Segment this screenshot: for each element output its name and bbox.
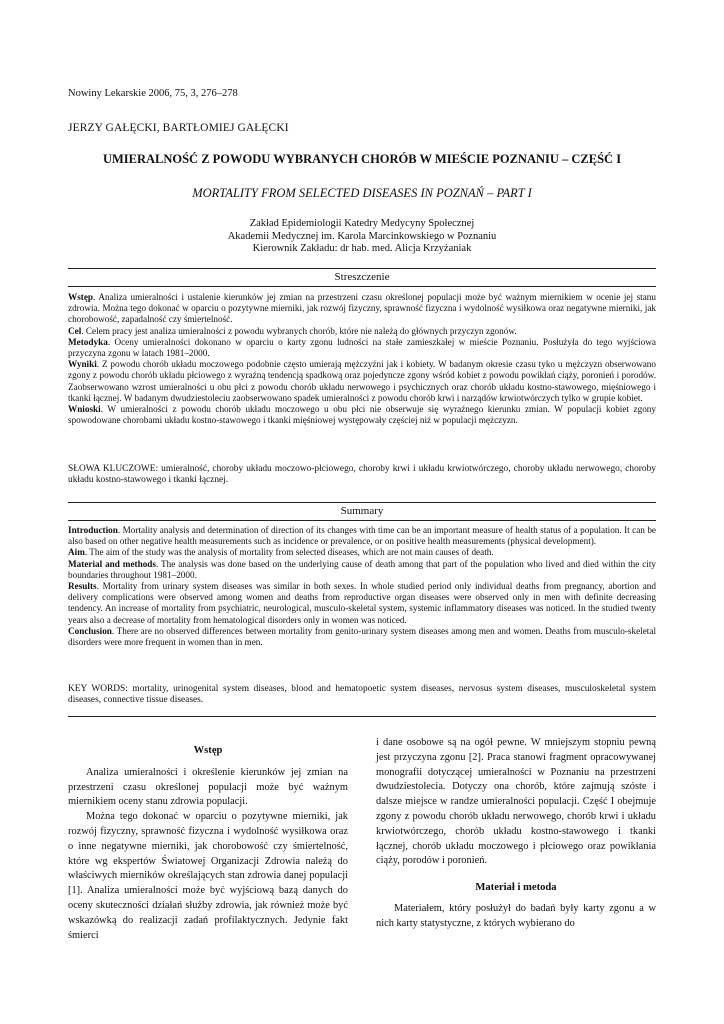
abstract-label: Metodyka	[68, 336, 108, 347]
summary-abstract	[68, 525, 656, 648]
abstract-label: Wyniki	[68, 359, 97, 370]
authors: JERZY GAŁĘCKI, BARTŁOMIEJ GAŁĘCKI	[68, 122, 289, 134]
abstract-paragraph: Material and methods. The analysis was done based on the underlying cause of death among that part of the population who lived and died within the city boundaries throughout 1981–2000.	[68, 558, 657, 580]
body-paragraph: Analiza umieralności i określenie kierunków jej zmian na przestrzeni czasu określonej populacji może być ważnym miernikiem oceny stanu zdrowia populacji.	[68, 766, 348, 808]
abstract-label: Material and methods	[68, 558, 156, 569]
abstract-label: Wstęp	[68, 292, 94, 302]
keywords-polish: SŁOWA KLUCZOWE: umieralność, choroby układu moczowo-płciowego, choroby krwi i układu krwiotwórczego, choroby układu nerwowego, choroby układu kostno-stawowego i tkanki łącznej.	[68, 464, 656, 486]
abstract-paragraph: Conclusion. There are no observed differences between mortality from genito-urinary system diseases among men and women. Deaths from musculo-skeletal disorders were more frequent in women than in men.	[68, 625, 656, 648]
abstract-paragraph: Wstęp. Analiza umieralności i ustalenie kierunków jej zmian na przestrzeni czasu określonej populacji może być ważnym miernikiem w ocenie jej stanu zdrowia. Można tego dokonać w oparciu o pozytywne mierniki, jak rozwój fizyczny, sprawność fizyczna i wydolność wysiłkowa oraz negatywne mierniki, jak chorobowość, zapadalność czy śmiertelność.	[68, 292, 656, 325]
affiliation-line: Kierownik Zakładu: dr hab. med. Alicja Krzyżaniak	[252, 243, 472, 254]
section-heading-wstep: Wstęp	[193, 745, 223, 756]
section-heading-metoda: Materiał i metoda	[475, 882, 557, 894]
summary-heading: Summary	[340, 505, 384, 517]
body-column-right	[376, 736, 656, 932]
abstract-label: Wnioski	[68, 404, 101, 415]
title-english: MORTALITY FROM SELECTED DISEASES IN POZNAŃ – PART I	[192, 186, 532, 200]
abstract-paragraph: Metodyka. Oceny umieralności dokonano w oparciu o karty zgonu ludności na stałe zamieszkałej w mieście Poznaniu. Posłużyła do tego wyjściowa przyczyna zgonu w latach 1981–2000.	[68, 336, 656, 359]
divider	[68, 286, 656, 287]
affiliation	[68, 218, 656, 256]
streszczenie-abstract	[68, 292, 656, 426]
divider	[68, 502, 656, 503]
abstract-paragraph: Aim. The aim of the study was the analysis of mortality from selected diseases, which are not main causes of death.	[68, 547, 494, 558]
divider	[68, 520, 656, 521]
body-paragraph: Materiałem, który posłużył do badań były karty zgonu a w nich karty statystyczne, z których wybierano do	[376, 902, 656, 929]
abstract-paragraph: Introduction. Mortality analysis and determination of direction of its changes with time can be an important measure of health status of a population. It can be also based on other negative health measurements such as incidence or prevalence, or on positive health measurements (physical development).	[68, 525, 656, 547]
abstract-paragraph: Wnioski. W umieralności z powodu chorób układu moczowego u obu płci nie obserwuje się wyraźnego kierunku zmian. W populacji kobiet zgony spowodowane chorobami układu kostno-stawowego i tkanki mięśniowej występowały częściej niż w populacji mężczyzn.	[68, 404, 656, 426]
affiliation-line: Akademii Medycznej im. Karola Marcinkowskiego w Poznaniu	[227, 230, 497, 242]
body-paragraph: Można tego dokonać w oparciu o pozytywne mierniki, jak rozwój fizyczny, sprawność fizyczna i wydolność wysiłkowa oraz o inne negatywne mierniki, jak chorobowość czy śmiertelność, które wg ekspertów Światowej Organizacji Zdrowia należą do właściwych mierników określających stan zdrowia danej populacji [1]. Analiza umieralności może być wyjściową bazą danych do oceny skuteczności działań służby zdrowia, jak również może być wskazówką do realizacji zadań profilaktycznych. Jedynie fakt śmierci	[68, 811, 348, 941]
abstract-label: Cel	[68, 325, 82, 336]
divider	[68, 716, 656, 717]
title-polish: UMIERALNOŚĆ Z POWODU WYBRANYCH CHORÓB W MIEŚCIE POZNANIU – CZĘŚĆ I	[102, 152, 622, 166]
affiliation-line: Zakład Epidemiologii Katedry Medycyny Społecznej	[249, 218, 475, 229]
body-paragraph: i dane osobowe są na ogół pewne. W mniejszym stopniu pewną jest przyczyna zgonu [2]. Praca stanowi fragment opracowywanej monografii dotyczącej umieralności w Poznaniu na przestrzeni dwudziestolecia. Dotyczy ona chorób, które zajmują szóste i dalsze miejsce w randze umieralności populacji. Część I obejmuje zgony z powodu chorób układu nerwowego, chorób krwi i układu krwiotwórczego, chorób układu kostno-stawowego i tkanki łącznej, chorób układu moczowego i płciowego oraz powikłania ciąży, porodów i poronień.	[376, 737, 656, 867]
abstract-paragraph: Cel. Celem pracy jest analiza umieralności z powodu wybranych chorób, które nie należą do głównych przyczyn zgonów.	[68, 325, 517, 336]
abstract-label: Aim	[68, 547, 85, 558]
divider	[68, 268, 656, 269]
abstract-paragraph: Wyniki. Z powodu chorób układu moczowego podobnie często umierają mężczyźni jak i kobiety. W badanym okresie czasu tyko u mężczyzn obserwowano zgony z powodu chorób układu płciowego z wyraźną tendencją spadkową oraz pojedyncze zgony wśród kobiet z powodu powikłań ciąży, poronień i porodów. Zaobserwowano wzrost umieralności u obu płci z powodu chorób układu nerwowego i psychicznych oraz chorób układu kostno-stawowego, mięśniowego i tkanki łącznej. W badanym dwudziestoleciu zaobserwowano spadek umieralności z powodu chorób krwi i narządów krwiotwórczych tylko w grupie kobiet.	[68, 359, 656, 403]
journal-citation: Nowiny Lekarskie 2006, 75, 3, 276–278	[68, 88, 238, 99]
keywords-english: KEY WORDS: mortality, urinogenital system diseases, blood and hematopoetic system diseases, nervosus system diseases, musculoskeletal system diseases, connective tissue diseases.	[68, 684, 656, 706]
streszczenie-heading: Streszczenie	[334, 271, 390, 283]
abstract-label: Conclusion	[68, 625, 112, 636]
abstract-label: Introduction	[68, 525, 118, 535]
body-column-left	[68, 744, 348, 943]
abstract-paragraph: Results. Mortality from urinary system diseases was similar in both sexes. In whole studied period only individual deaths from pregnancy, abortion and delivery complications were observed among women and deaths from reproductive organ diseases were observed only in men with definite decreasing tendency. An increase of mortality from psychiatric, neurological, musculo-skeletal system, systemic inflammatory diseases was noticed. In the studied twenty years also a decrease of mortality from hematological disorders only in women was noticed.	[68, 581, 656, 625]
abstract-label: Results	[68, 581, 97, 592]
